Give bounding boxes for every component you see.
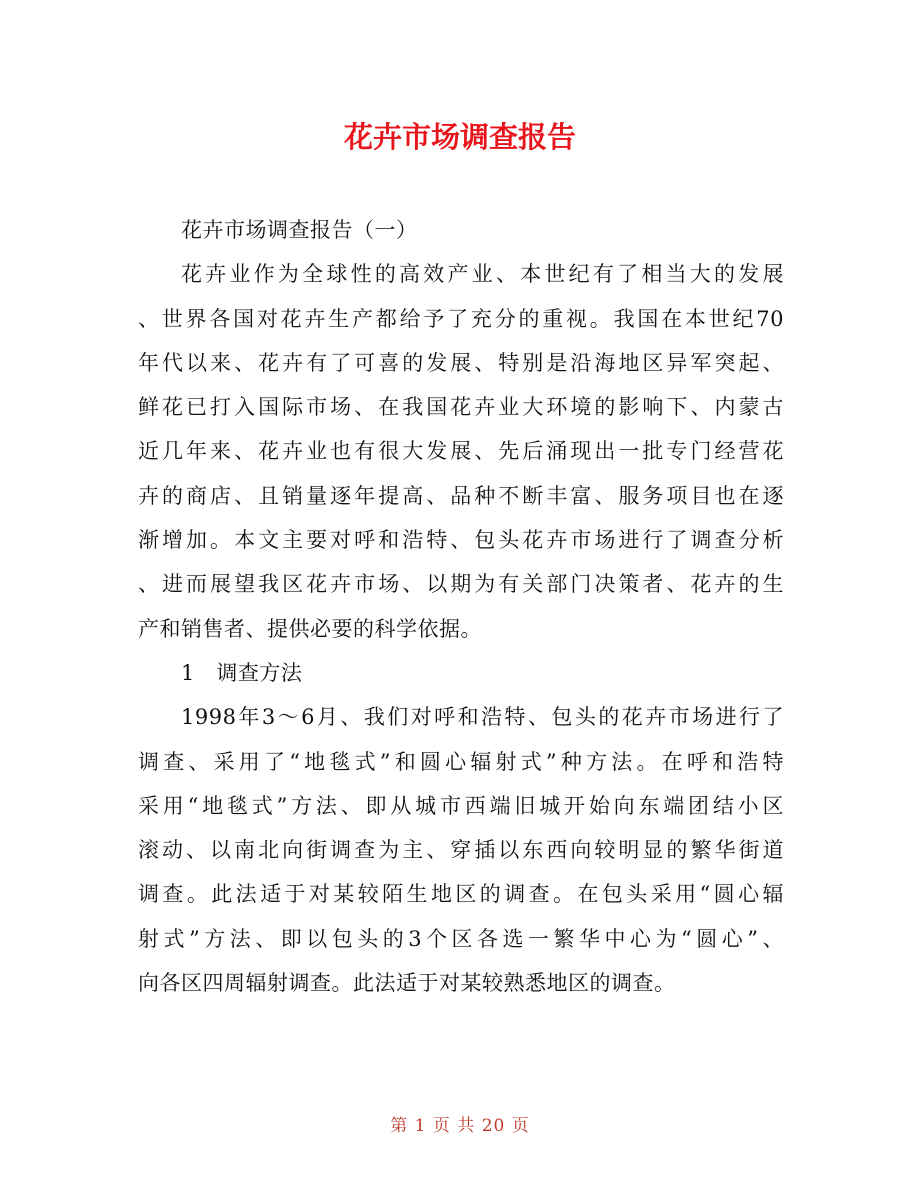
paragraph-line: 年代以来、花卉有了可喜的发展、特别是沿海地区异军突起、 xyxy=(138,350,784,375)
section-heading: 1 调查方法 xyxy=(181,660,303,685)
paragraph-line: 产和销售者、提供必要的科学依据。 xyxy=(138,616,482,641)
paragraph-line: 、进而展望我区花卉市场、以期为有关部门决策者、花卉的生 xyxy=(138,572,784,597)
paragraph-line: 射式”方法、即以包头的3个区各选一繁华中心为“圆心”、 xyxy=(138,926,784,951)
paragraph-line: 滚动、以南北向街调查为主、穿插以东西向较明显的繁华街道 xyxy=(138,838,784,863)
paragraph-line: 近几年来、花卉业也有很大发展、先后涌现出一批专门经营花 xyxy=(138,439,784,464)
paragraph-line: 卉的商店、且销量逐年提高、品种不断丰富、服务项目也在逐 xyxy=(138,483,784,508)
paragraph-line: 调查。此法适于对某较陌生地区的调查。在包头采用“圆心辐 xyxy=(138,882,784,907)
document-title: 花卉市场调查报告 xyxy=(343,120,576,154)
paragraph-line: 向各区四周辐射调查。此法适于对某较熟悉地区的调查。 xyxy=(138,971,676,996)
paragraph-line: 鲜花已打入国际市场、在我国花卉业大环境的影响下、内蒙古 xyxy=(138,395,784,420)
section-heading: 花卉市场调查报告（一） xyxy=(181,218,418,242)
paragraph-line: 1998年3～6月、我们对呼和浩特、包头的花卉市场进行了 xyxy=(181,705,784,730)
page-number-footer: 第 1 页 共 20 页 xyxy=(390,1116,530,1136)
paragraph-line: 、世界各国对花卉生产都给予了充分的重视。我国在本世纪70 xyxy=(138,306,784,331)
paragraph-line: 花卉业作为全球性的高效产业、本世纪有了相当大的发展 xyxy=(181,262,784,287)
paragraph-line: 渐增加。本文主要对呼和浩特、包头花卉市场进行了调查分析 xyxy=(138,528,784,553)
paragraph-line: 调查、采用了“地毯式”和圆心辐射式”种方法。在呼和浩特 xyxy=(138,749,784,774)
document-body xyxy=(138,208,784,1005)
paragraph-line: 采用“地毯式”方法、即从城市西端旧城开始向东端团结小区 xyxy=(138,793,784,818)
